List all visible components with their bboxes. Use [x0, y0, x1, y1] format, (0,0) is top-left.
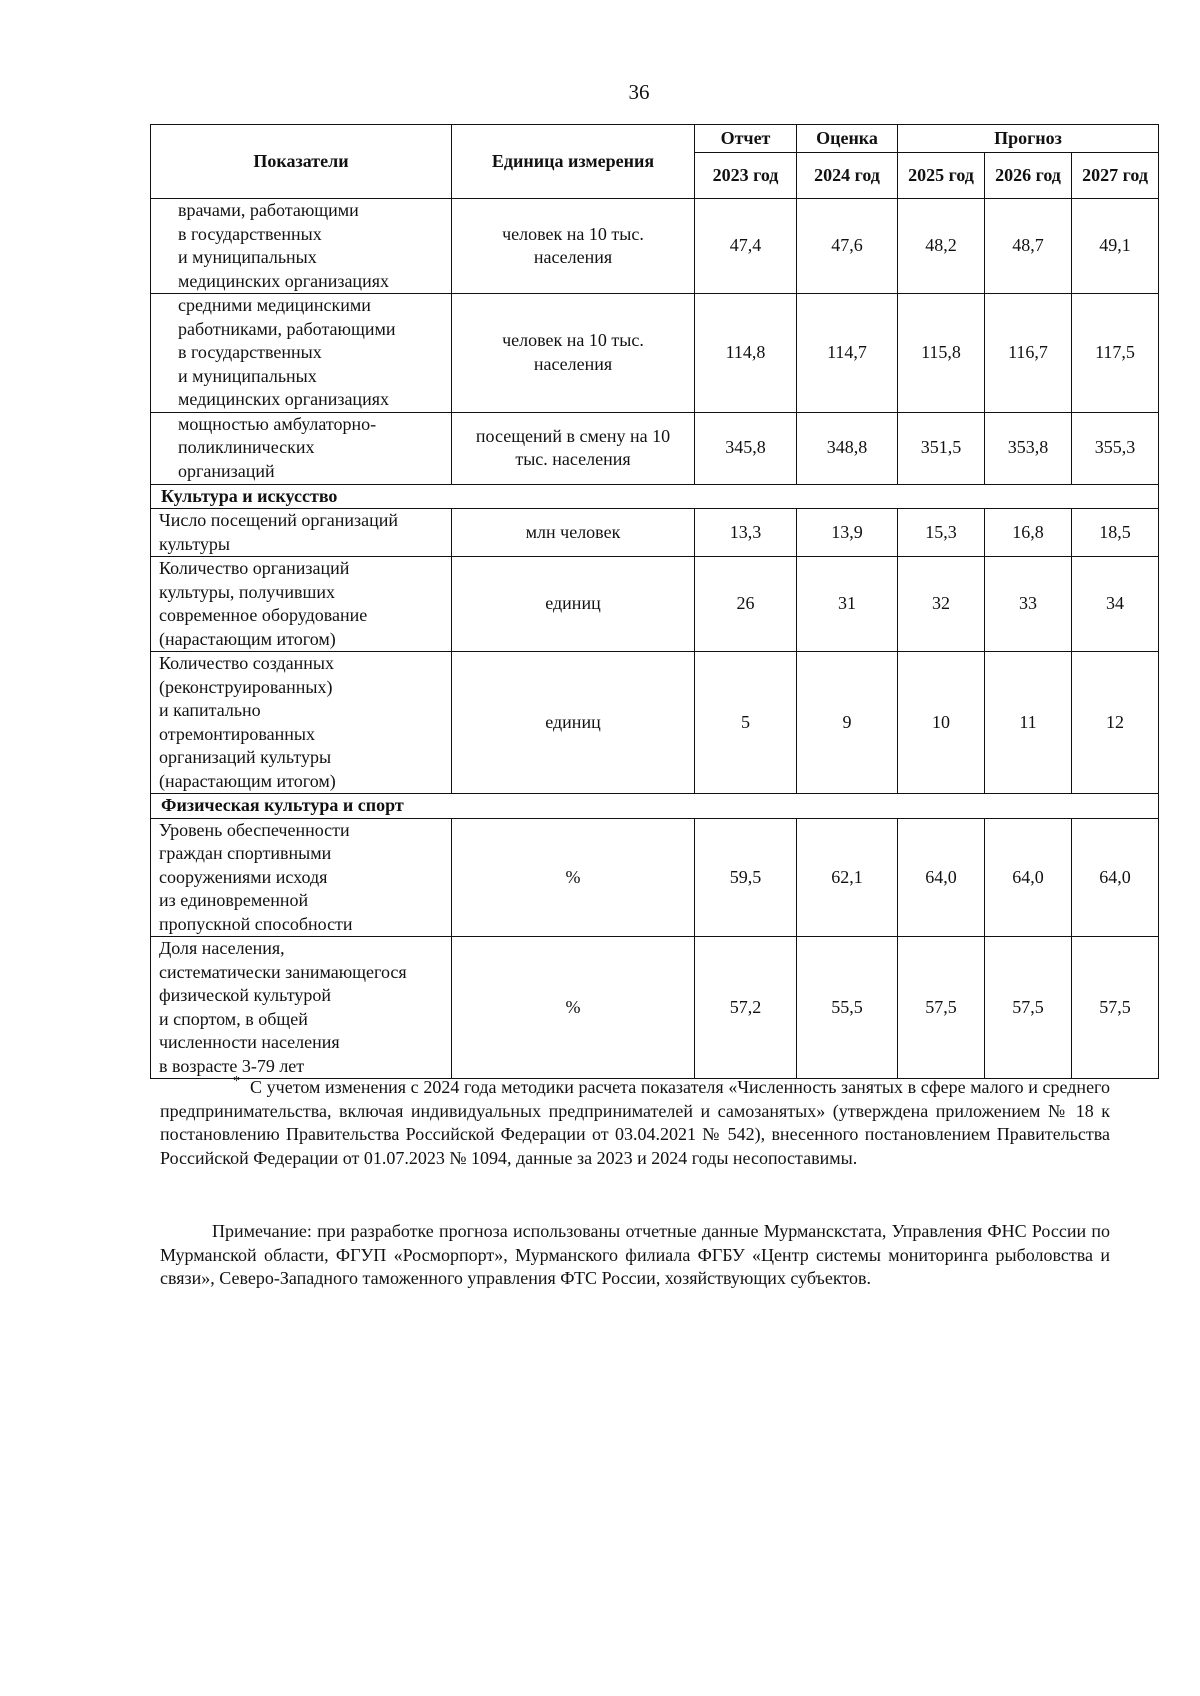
header-estimate: Оценка: [797, 125, 898, 153]
page-number: 36: [628, 80, 650, 104]
header-2023: 2023 год: [695, 153, 797, 199]
value-cell: 10: [898, 652, 985, 794]
section-sport-title: Физическая культура и спорт: [151, 794, 1159, 819]
indicator-cell: врачами, работающими в государственных и муниципальных медицинских организациях: [178, 200, 389, 291]
table-row: [151, 937, 1159, 1079]
value-cell: 114,7: [797, 294, 898, 413]
value-cell: 16,8: [985, 509, 1072, 557]
value-cell: 55,5: [797, 937, 898, 1079]
header-indicator: Показатели: [151, 125, 452, 199]
value-cell: 47,4: [695, 199, 797, 294]
value-cell: 57,2: [695, 937, 797, 1079]
value-cell: 117,5: [1072, 294, 1159, 413]
value-cell: 11: [985, 652, 1072, 794]
indicator-cell: средними медицинскими работниками, работающими в государственных и муниципальных медицинских организациях: [178, 295, 396, 409]
table-row: [151, 818, 1159, 937]
indicator-cell: Количество созданных (реконструированных) и капитально отремонтированных организаций культуры (нарастающим итогом): [159, 653, 336, 791]
table-row: [151, 294, 1159, 413]
value-cell: 47,6: [797, 199, 898, 294]
value-cell: 33: [985, 557, 1072, 652]
value-cell: 49,1: [1072, 199, 1159, 294]
value-cell: 12: [1072, 652, 1159, 794]
value-cell: 355,3: [1072, 412, 1159, 484]
value-cell: 64,0: [898, 818, 985, 937]
value-cell: 32: [898, 557, 985, 652]
header-forecast: Прогноз: [898, 125, 1159, 153]
indicator-cell: Доля населения, систематически занимающегося физической культурой и спортом, в общей численности населения в возрасте 3-79 лет: [159, 938, 407, 1076]
value-cell: 64,0: [985, 818, 1072, 937]
table-row: [151, 557, 1159, 652]
header-report: Отчет: [695, 125, 797, 153]
unit-cell: млн человек: [525, 521, 621, 542]
value-cell: 57,5: [1072, 937, 1159, 1079]
indicator-cell: Количество организаций культуры, получивших современное оборудование (нарастающим итогом): [159, 558, 368, 649]
value-cell: 348,8: [797, 412, 898, 484]
indicators-table: [150, 124, 1159, 1079]
value-cell: 351,5: [898, 412, 985, 484]
header-2026: 2026 год: [985, 153, 1072, 199]
indicator-cell: мощностью амбулаторно- поликлинических организаций: [178, 413, 377, 481]
value-cell: 64,0: [1072, 818, 1159, 937]
table-row: [151, 412, 1159, 484]
indicator-cell: Число посещений организаций культуры: [159, 510, 398, 554]
footnote: [160, 1076, 1110, 1170]
value-cell: 62,1: [797, 818, 898, 937]
value-cell: 26: [695, 557, 797, 652]
value-cell: 345,8: [695, 412, 797, 484]
value-cell: 34: [1072, 557, 1159, 652]
value-cell: 18,5: [1072, 509, 1159, 557]
value-cell: 114,8: [695, 294, 797, 413]
source-note: Примечание: при разработке прогноза использованы отчетные данные Мурманскстата, Управления ФНС России по Мурманской области, ФГУП «Росморпорт», Мурманского филиала ФГБУ «Центр системы мониторинга рыболовства и связи», Северо-Западного таможенного управления ФТС России, хозяйствующих субъектов.: [160, 1221, 1110, 1288]
section-culture-title: Культура и искусство: [151, 484, 1159, 509]
footnote-text: С учетом изменения с 2024 года методики расчета показателя «Численность занятых в сфере малого и среднего предпринимательства, включая индивидуальных предпринимателей и самозанятых» (утверждена приложением № 18 к постановлению Правительства Российской Федерации от 03.04.2021 № 542), внесенного постановлением Правительства Российской Федерации от 01.07.2023 № 1094, данные за 2023 и 2024 годы несопоставимы.: [160, 1077, 1110, 1168]
footnote-mark: *: [233, 1074, 240, 1089]
unit-cell: человек на 10 тыс. населения: [502, 330, 644, 374]
value-cell: 57,5: [985, 937, 1072, 1079]
unit-cell: человек на 10 тыс. населения: [502, 223, 644, 267]
value-cell: 353,8: [985, 412, 1072, 484]
section-row: [151, 484, 1159, 509]
unit-cell: посещений в смену на 10 тыс. населения: [475, 425, 671, 469]
header-2027: 2027 год: [1072, 153, 1159, 199]
value-cell: 31: [797, 557, 898, 652]
table-row: [151, 652, 1159, 794]
unit-cell: единиц: [545, 711, 601, 732]
value-cell: 9: [797, 652, 898, 794]
value-cell: 13,3: [695, 509, 797, 557]
value-cell: 13,9: [797, 509, 898, 557]
value-cell: 5: [695, 652, 797, 794]
unit-cell: %: [565, 996, 581, 1017]
unit-cell: %: [565, 866, 581, 887]
value-cell: 116,7: [985, 294, 1072, 413]
value-cell: 57,5: [898, 937, 985, 1079]
header-2024: 2024 год: [797, 153, 898, 199]
header-2025: 2025 год: [898, 153, 985, 199]
table-row: [151, 509, 1159, 557]
value-cell: 48,7: [985, 199, 1072, 294]
indicator-cell: Уровень обеспеченности граждан спортивными сооружениями исходя из единовременной пропускной способности: [159, 819, 353, 934]
value-cell: 15,3: [898, 509, 985, 557]
section-row: [151, 794, 1159, 819]
value-cell: 115,8: [898, 294, 985, 413]
unit-cell: единиц: [545, 593, 601, 614]
value-cell: 59,5: [695, 818, 797, 937]
value-cell: 48,2: [898, 199, 985, 294]
header-unit: Единица измерения: [452, 125, 695, 199]
table-row: [151, 199, 1159, 294]
